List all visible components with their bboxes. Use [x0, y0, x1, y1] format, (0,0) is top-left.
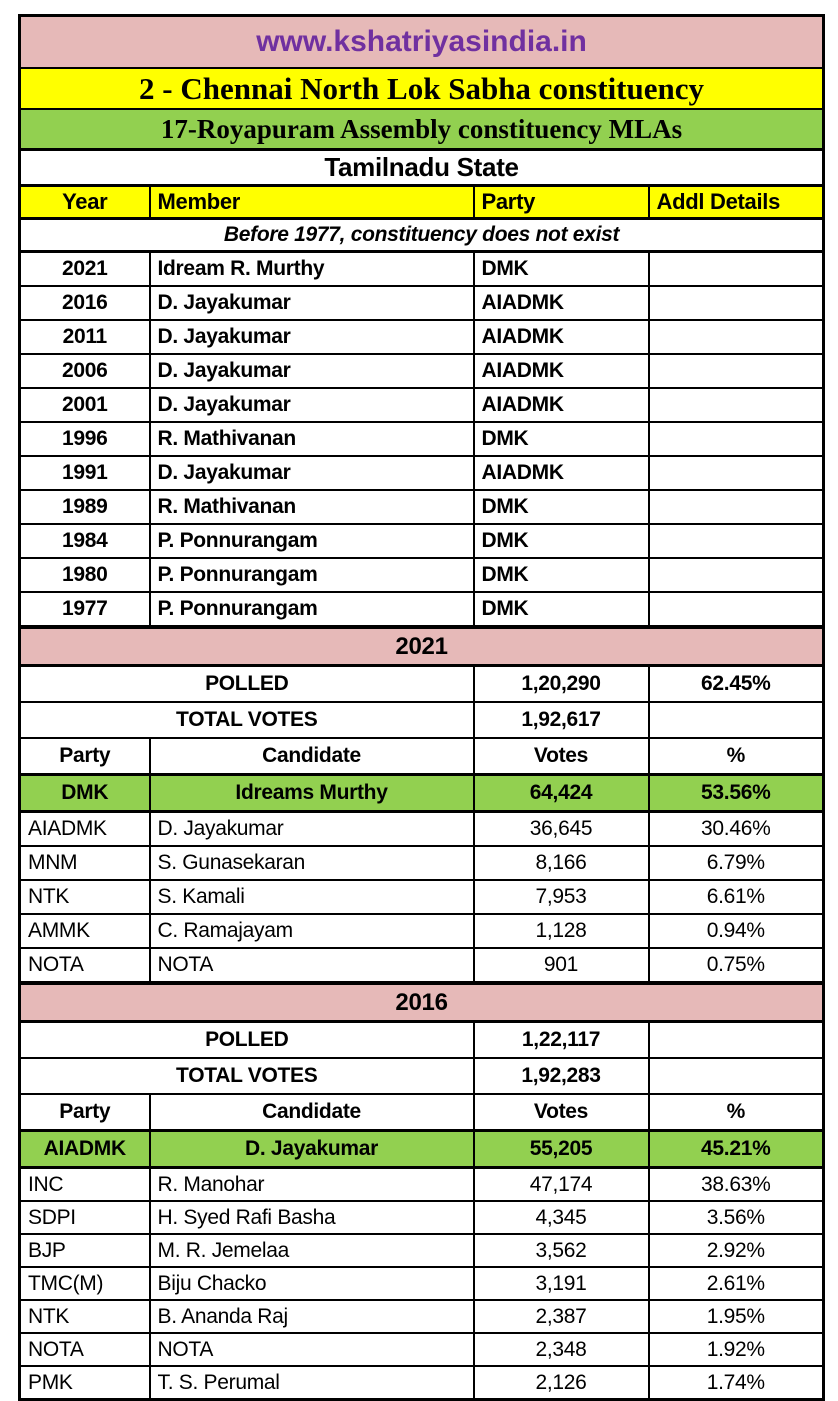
result-candidate: NOTA: [150, 948, 474, 983]
mla-party: DMK: [474, 592, 649, 627]
result-party: AMMK: [20, 914, 150, 948]
mla-addl: [649, 524, 824, 558]
mla-member: Idream R. Murthy: [150, 252, 474, 287]
polled-row: [20, 1022, 824, 1059]
mla-row: [20, 286, 824, 320]
winner-votes: 55,205: [474, 1131, 649, 1168]
result-percent: 1.92%: [649, 1333, 824, 1366]
total-votes-row: [20, 1058, 824, 1094]
mla-party: DMK: [474, 490, 649, 524]
mla-row: [20, 592, 824, 627]
result-header-candidate: Candidate: [150, 1094, 474, 1131]
result-party: BJP: [20, 1234, 150, 1267]
total-votes-percent: [649, 702, 824, 738]
result-candidate: D. Jayakumar: [150, 812, 474, 847]
mla-header-year: Year: [20, 186, 150, 219]
polled-votes: 1,22,117: [474, 1022, 649, 1059]
polled-percent: 62.45%: [649, 666, 824, 703]
winner-party: DMK: [20, 775, 150, 812]
assembly-title: 17-Royapuram Assembly constituency MLAs: [20, 109, 824, 150]
mla-member: D. Jayakumar: [150, 388, 474, 422]
mla-member: D. Jayakumar: [150, 354, 474, 388]
mla-addl: [649, 286, 824, 320]
result-header-percent: %: [649, 1094, 824, 1131]
mla-row: [20, 388, 824, 422]
result-percent: 6.61%: [649, 880, 824, 914]
winner-candidate: D. Jayakumar: [150, 1131, 474, 1168]
polled-votes: 1,20,290: [474, 666, 649, 703]
mla-addl: [649, 456, 824, 490]
mla-party: DMK: [474, 524, 649, 558]
result-candidate: T. S. Perumal: [150, 1366, 474, 1400]
result-party: NTK: [20, 1300, 150, 1333]
result-header-votes: Votes: [474, 1094, 649, 1131]
result-percent: 6.79%: [649, 846, 824, 880]
result-row: [20, 880, 824, 914]
mla-addl: [649, 558, 824, 592]
mla-member: P. Ponnurangam: [150, 558, 474, 592]
mla-header-party: Party: [474, 186, 649, 219]
mla-header-row: [20, 186, 824, 219]
result-row: [20, 846, 824, 880]
result-votes: 4,345: [474, 1201, 649, 1234]
mla-member: P. Ponnurangam: [150, 592, 474, 627]
polled-percent: [649, 1022, 824, 1059]
result-percent: 2.92%: [649, 1234, 824, 1267]
winner-percent: 53.56%: [649, 775, 824, 812]
winner-candidate: Idreams Murthy: [150, 775, 474, 812]
result-percent: 1.74%: [649, 1366, 824, 1400]
result-header-row: [20, 1094, 824, 1131]
result-candidate: R. Manohar: [150, 1168, 474, 1202]
result-row: [20, 812, 824, 847]
total-votes-row: [20, 702, 824, 738]
winner-party: AIADMK: [20, 1131, 150, 1168]
mla-member: R. Mathivanan: [150, 422, 474, 456]
result-row: [20, 1366, 824, 1400]
result-party: AIADMK: [20, 812, 150, 847]
result-percent: 3.56%: [649, 1201, 824, 1234]
result-header-candidate: Candidate: [150, 738, 474, 775]
result-candidate: S. Kamali: [150, 880, 474, 914]
result-candidate: C. Ramajayam: [150, 914, 474, 948]
polled-label: POLLED: [20, 666, 474, 703]
result-percent: 1.95%: [649, 1300, 824, 1333]
mla-year: 2001: [20, 388, 150, 422]
result-votes: 1,128: [474, 914, 649, 948]
mla-year: 2016: [20, 286, 150, 320]
result-row: [20, 1300, 824, 1333]
result-header-party: Party: [20, 1094, 150, 1131]
mla-party: DMK: [474, 252, 649, 287]
result-party: PMK: [20, 1366, 150, 1400]
mla-row: [20, 558, 824, 592]
mla-header-addl: Addl Details: [649, 186, 824, 219]
mla-row: [20, 252, 824, 287]
result-candidate: M. R. Jemelaa: [150, 1234, 474, 1267]
mla-row: [20, 354, 824, 388]
result-votes: 2,348: [474, 1333, 649, 1366]
result-candidate: H. Syed Rafi Basha: [150, 1201, 474, 1234]
mla-addl: [649, 354, 824, 388]
constituency-title: 2 - Chennai North Lok Sabha constituency: [20, 68, 824, 109]
result-percent: 30.46%: [649, 812, 824, 847]
winner-row: [20, 775, 824, 812]
mla-addl: [649, 320, 824, 354]
result-header-votes: Votes: [474, 738, 649, 775]
result-votes: 3,191: [474, 1267, 649, 1300]
mla-year: 1980: [20, 558, 150, 592]
mla-year: 2021: [20, 252, 150, 287]
result-row: [20, 1234, 824, 1267]
result-row: [20, 1267, 824, 1300]
result-row: [20, 1201, 824, 1234]
mla-addl: [649, 592, 824, 627]
mla-party: AIADMK: [474, 456, 649, 490]
mla-addl: [649, 388, 824, 422]
result-row: [20, 1168, 824, 1202]
result-row: [20, 914, 824, 948]
election-year-band: 2016: [20, 983, 824, 1022]
result-party: NOTA: [20, 948, 150, 983]
result-votes: 8,166: [474, 846, 649, 880]
result-votes: 2,387: [474, 1300, 649, 1333]
mla-member: D. Jayakumar: [150, 456, 474, 490]
mla-year: 1984: [20, 524, 150, 558]
mla-party: AIADMK: [474, 388, 649, 422]
result-party: INC: [20, 1168, 150, 1202]
constituency-table: [18, 14, 825, 1401]
result-percent: 2.61%: [649, 1267, 824, 1300]
mla-party: AIADMK: [474, 320, 649, 354]
mla-member: D. Jayakumar: [150, 320, 474, 354]
polled-row: [20, 666, 824, 703]
result-header-percent: %: [649, 738, 824, 775]
mla-party: AIADMK: [474, 354, 649, 388]
mla-row: [20, 320, 824, 354]
election-year-band: 2021: [20, 627, 824, 666]
total-votes-value: 1,92,617: [474, 702, 649, 738]
mla-row: [20, 456, 824, 490]
result-votes: 3,562: [474, 1234, 649, 1267]
winner-votes: 64,424: [474, 775, 649, 812]
result-votes: 36,645: [474, 812, 649, 847]
polled-label: POLLED: [20, 1022, 474, 1059]
mla-member: D. Jayakumar: [150, 286, 474, 320]
pre-1977-note: Before 1977, constituency does not exist: [20, 219, 824, 252]
total-votes-label: TOTAL VOTES: [20, 702, 474, 738]
result-header-row: [20, 738, 824, 775]
winner-percent: 45.21%: [649, 1131, 824, 1168]
result-candidate: Biju Chacko: [150, 1267, 474, 1300]
mla-year: 2011: [20, 320, 150, 354]
mla-party: AIADMK: [474, 286, 649, 320]
mla-year: 1991: [20, 456, 150, 490]
mla-year: 1996: [20, 422, 150, 456]
result-votes: 901: [474, 948, 649, 983]
result-header-party: Party: [20, 738, 150, 775]
mla-year: 2006: [20, 354, 150, 388]
result-votes: 47,174: [474, 1168, 649, 1202]
mla-year: 1989: [20, 490, 150, 524]
result-percent: 38.63%: [649, 1168, 824, 1202]
result-row: [20, 948, 824, 983]
mla-addl: [649, 252, 824, 287]
state-title: Tamilnadu State: [20, 150, 824, 186]
mla-header-member: Member: [150, 186, 474, 219]
mla-addl: [649, 422, 824, 456]
mla-member: P. Ponnurangam: [150, 524, 474, 558]
total-votes-label: TOTAL VOTES: [20, 1058, 474, 1094]
mla-member: R. Mathivanan: [150, 490, 474, 524]
result-party: NOTA: [20, 1333, 150, 1366]
total-votes-value: 1,92,283: [474, 1058, 649, 1094]
result-percent: 0.94%: [649, 914, 824, 948]
result-votes: 2,126: [474, 1366, 649, 1400]
result-party: MNM: [20, 846, 150, 880]
result-candidate: B. Ananda Raj: [150, 1300, 474, 1333]
result-candidate: S. Gunasekaran: [150, 846, 474, 880]
mla-year: 1977: [20, 592, 150, 627]
mla-row: [20, 524, 824, 558]
site-url: www.kshatriyasindia.in: [20, 16, 824, 69]
result-percent: 0.75%: [649, 948, 824, 983]
result-party: TMC(M): [20, 1267, 150, 1300]
mla-row: [20, 490, 824, 524]
mla-party: DMK: [474, 558, 649, 592]
result-votes: 7,953: [474, 880, 649, 914]
winner-row: [20, 1131, 824, 1168]
result-row: [20, 1333, 824, 1366]
result-party: NTK: [20, 880, 150, 914]
mla-row: [20, 422, 824, 456]
total-votes-percent: [649, 1058, 824, 1094]
mla-addl: [649, 490, 824, 524]
mla-party: DMK: [474, 422, 649, 456]
result-party: SDPI: [20, 1201, 150, 1234]
result-candidate: NOTA: [150, 1333, 474, 1366]
